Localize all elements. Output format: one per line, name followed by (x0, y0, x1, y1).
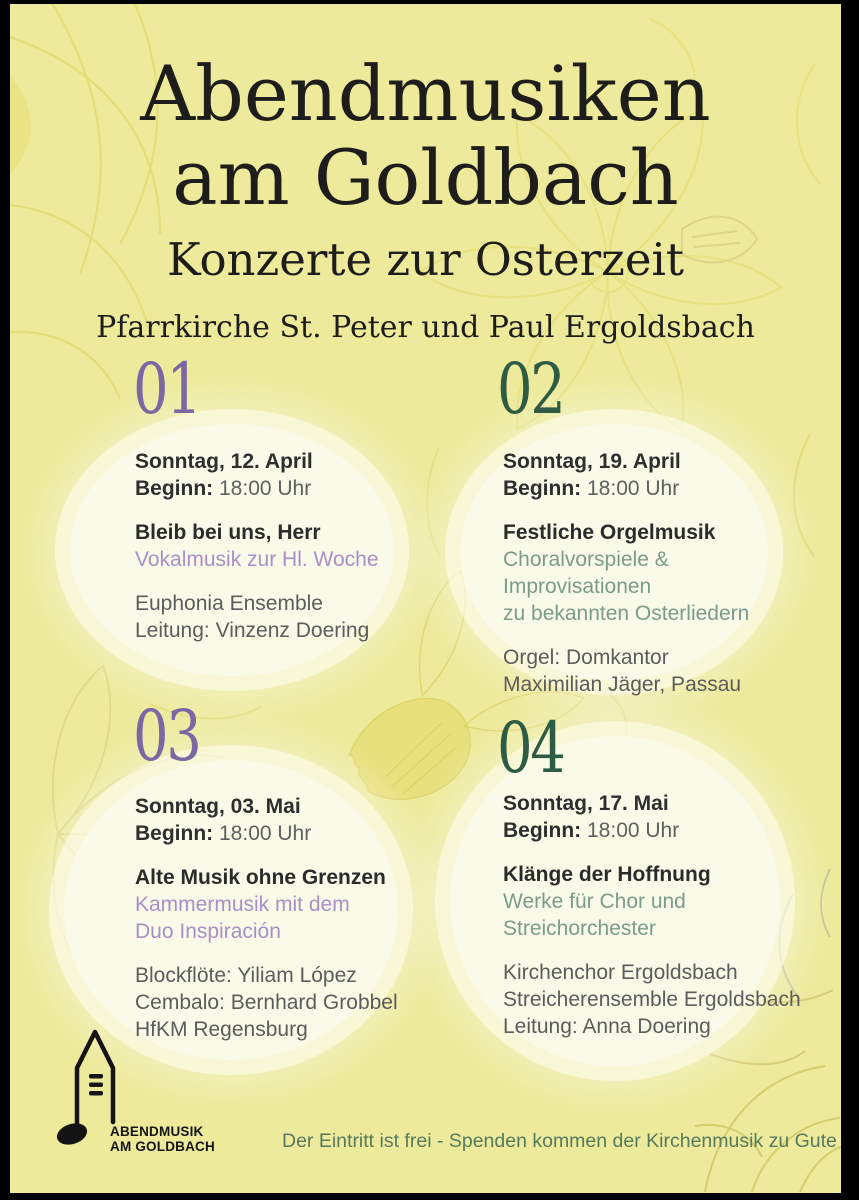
concert-2-performer: Maximilian Jäger, Passau (503, 673, 742, 696)
poster (10, 4, 841, 1193)
concert-2-subtitle-line: zu bekannten Osterliedern (503, 602, 750, 625)
concert-2-begin (503, 475, 808, 502)
concert-4-performer: Kirchenchor Ergoldsbach (503, 961, 738, 984)
concert-3-begin (135, 820, 420, 847)
concert-3-subtitle-line: Kammermusik mit dem (135, 893, 350, 916)
logo-wordmark (110, 1124, 215, 1154)
poster-venue: Pfarrkirche St. Peter und Paul Ergoldsbach (96, 310, 755, 345)
logo-line1: ABENDMUSIK (110, 1124, 204, 1139)
begin-time: 18:00 Uhr (587, 477, 680, 500)
poster-title-line1: Abendmusiken (140, 49, 711, 138)
concert-3-number: 03 (133, 695, 200, 777)
concert-4-subtitle-line: Streichorchester (503, 917, 656, 940)
concert-1-begin (135, 475, 420, 502)
concert-1-number: 01 (133, 348, 200, 430)
poster-subtitle: Konzerte zur Osterzeit (167, 233, 684, 286)
concert-1-subtitle-line: Vokalmusik zur Hl. Woche (135, 548, 379, 571)
concert-4-performer: Leitung: Anna Doering (503, 1015, 711, 1038)
admission-note: Der Eintritt ist frei - Spenden kommen der Kirchenmusik zu Gute (282, 1130, 837, 1152)
concert-3-title: Alte Musik ohne Grenzen (135, 866, 386, 889)
concert-3-performer: Cembalo: Bernhard Grobbel (135, 991, 398, 1014)
concert-2-date: Sonntag, 19. April (503, 450, 681, 473)
begin-label: Beginn: (503, 819, 582, 842)
concert-3-subtitle-line: Duo Inspiración (135, 920, 281, 943)
concert-1-performer: Euphonia Ensemble (135, 592, 323, 615)
concert-2-performer: Orgel: Domkantor (503, 646, 669, 669)
concert-4-card (503, 790, 808, 1040)
logo-line2: AM GOLDBACH (110, 1139, 215, 1154)
poster-title-line2: am Goldbach (172, 133, 679, 222)
concert-1-performer: Leitung: Vinzenz Doering (135, 619, 370, 642)
begin-time: 18:00 Uhr (219, 477, 312, 500)
concert-3-performer: Blockflöte: Yiliam López (135, 964, 357, 987)
concert-4-performer: Streicherensemble Ergoldsbach (503, 988, 801, 1011)
concert-2-card (503, 448, 808, 698)
concert-2-subtitle-line: Choralvorspiele & Improvisationen (503, 548, 669, 598)
begin-time: 18:00 Uhr (587, 819, 680, 842)
concert-4-begin (503, 817, 808, 844)
begin-label: Beginn: (503, 477, 582, 500)
concert-3-card (135, 793, 420, 1043)
concert-2-number: 02 (497, 348, 564, 430)
begin-label: Beginn: (135, 822, 214, 845)
concert-3-performer: HfKM Regensburg (135, 1018, 308, 1041)
concert-1-card (135, 448, 420, 644)
poster-header (10, 49, 841, 346)
concert-2-title: Festliche Orgelmusik (503, 521, 716, 544)
begin-time: 18:00 Uhr (219, 822, 312, 845)
concert-4-title: Klänge der Hoffnung (503, 863, 711, 886)
begin-label: Beginn: (135, 477, 214, 500)
concert-1-title: Bleib bei uns, Herr (135, 521, 321, 544)
abendmusik-logo (56, 1026, 226, 1166)
concert-4-date: Sonntag, 17. Mai (503, 792, 669, 815)
concert-4-subtitle-line: Werke für Chor und (503, 890, 686, 913)
concert-3-date: Sonntag, 03. Mai (135, 795, 301, 818)
concert-4-number: 04 (497, 707, 564, 789)
concert-1-date: Sonntag, 12. April (135, 450, 313, 473)
